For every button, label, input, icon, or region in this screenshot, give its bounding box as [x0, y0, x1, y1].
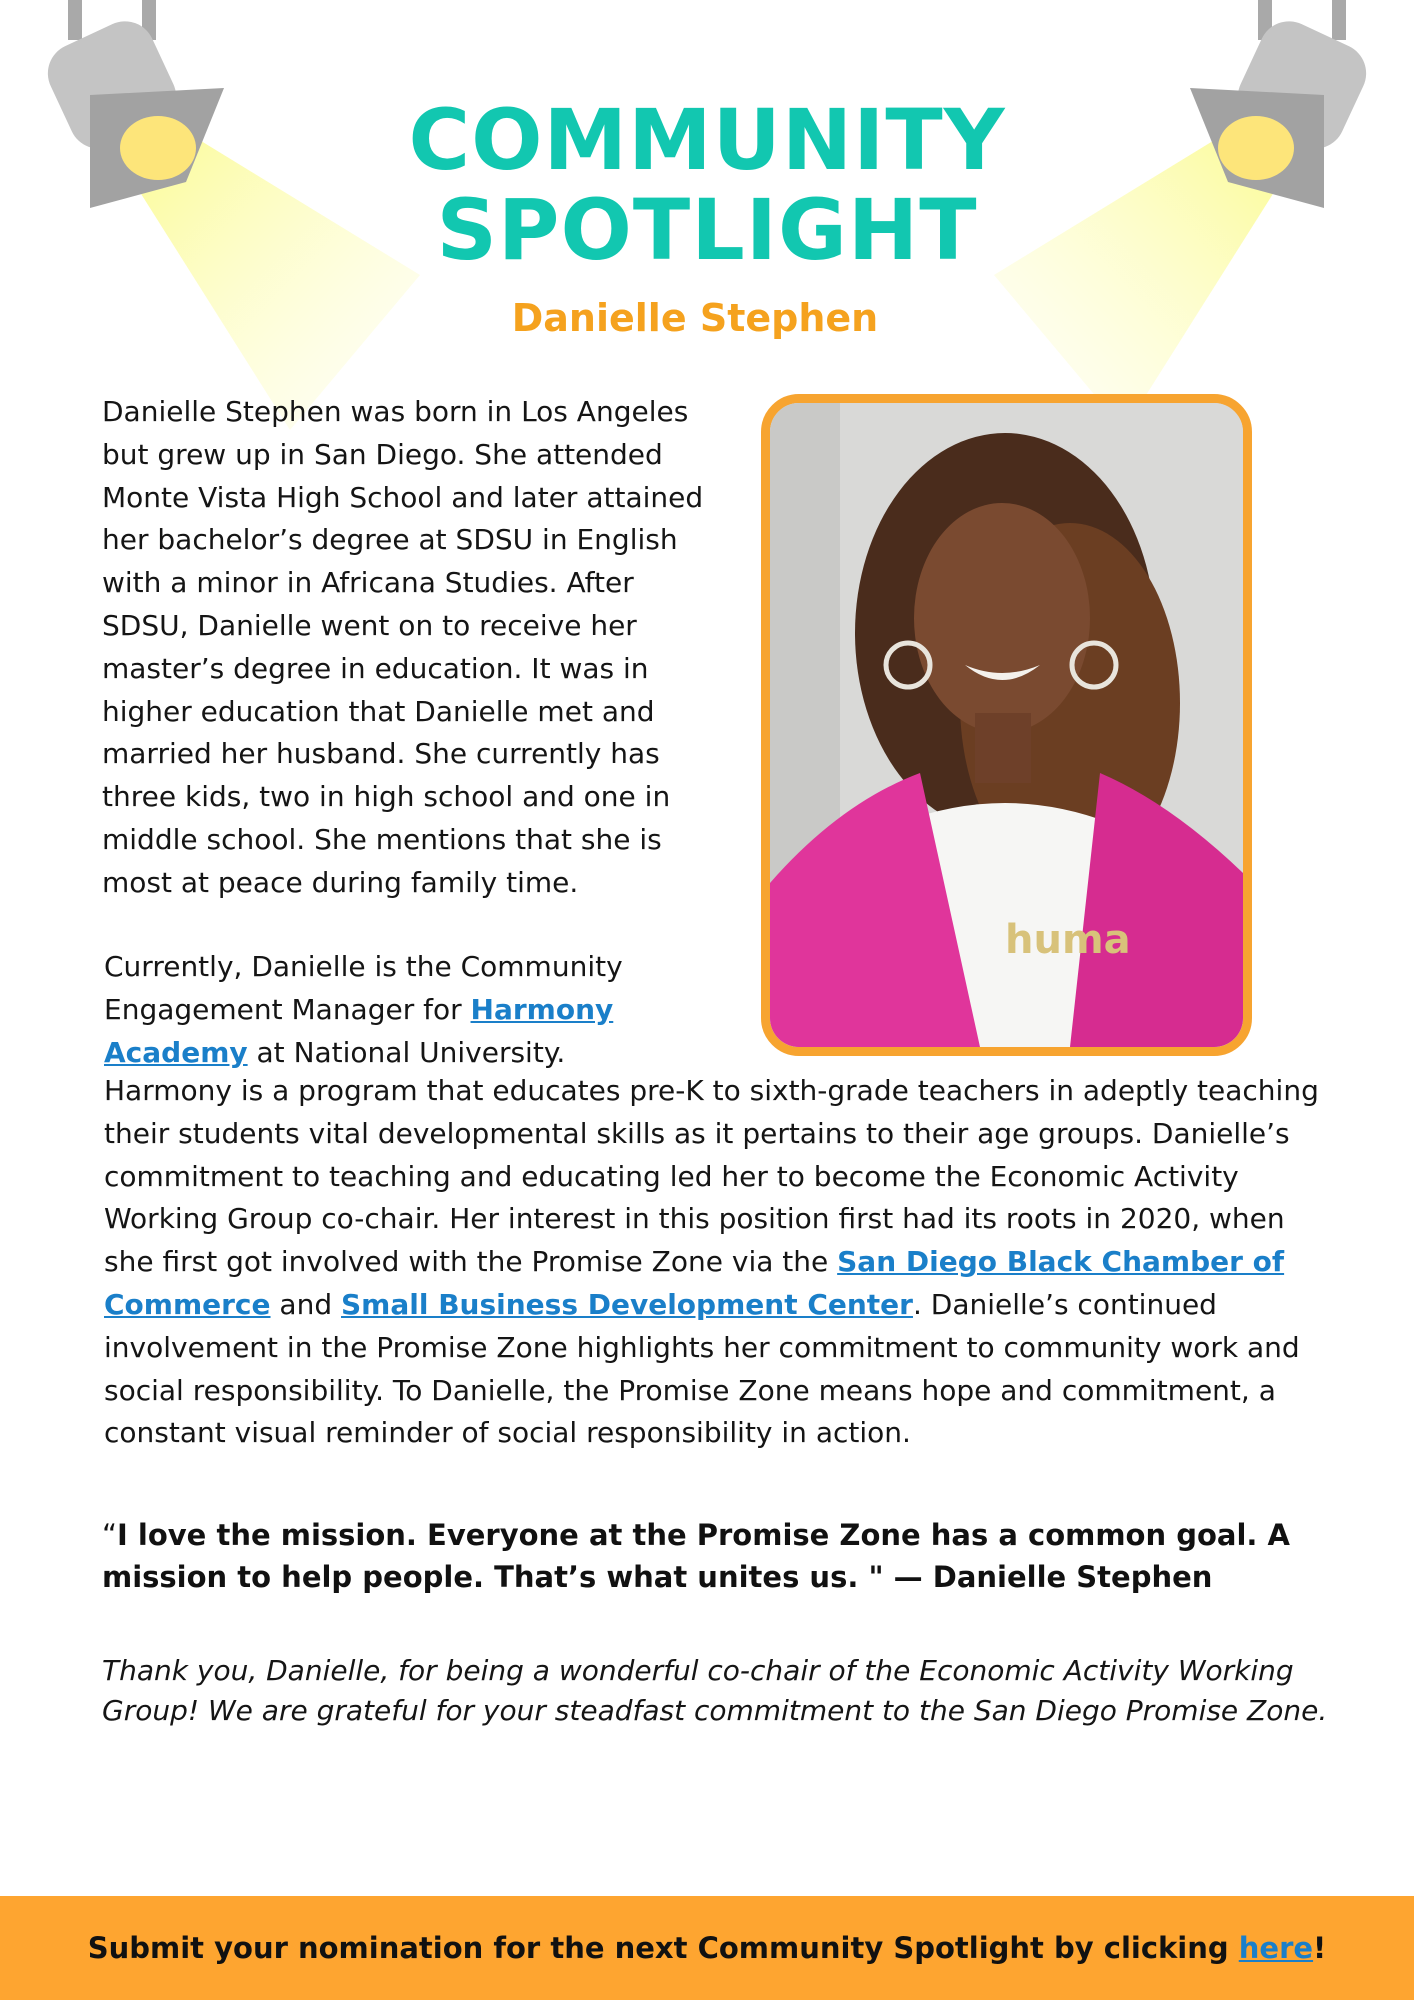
- black-chamber-link[interactable]: San Diego Black Chamber of Commerce: [104, 1245, 1285, 1321]
- footer-end: !: [1313, 1931, 1327, 1965]
- footer-text: [88, 1931, 1327, 1965]
- harmony-academy-link[interactable]: Harmony Academy: [104, 992, 614, 1069]
- thank-you-note: Thank you, Danielle, for being a wonderful co-chair of the Economic Activity Working Group! We are grateful for your steadfast commitment to the San Diego Promise Zone.: [102, 1654, 1328, 1727]
- quote-mark: “: [102, 1518, 118, 1552]
- intro-paragraph: Danielle Stephen was born in Los Angeles but grew up in San Diego. She attended Monte Vista High School and later attained her bachelor’s degree at SDSU in English with a minor in Africana Studies. After SDSU, Danielle went on to receive her master’s degree in education. It was in higher education that Danielle met and married her husband. She currently has three kids, two in high school and one in middle school. She mentions that she is most at peace during family time.: [102, 395, 704, 899]
- footer-banner: [0, 1896, 1414, 2000]
- quote-text: I love the mission. Everyone at the Promise Zone has a common goal. A mission to help people. That’s what unites us. " — Danielle Stephen: [102, 1518, 1290, 1594]
- details-paragraph: [104, 1070, 1334, 1455]
- role-text-before: Currently, Danielle is the Community Engagement Manager for: [104, 950, 623, 1026]
- role-text-after: at National University.: [247, 1035, 566, 1069]
- details-text-3: . Danielle’s continued involvement in the Promise Zone highlights her commitment to community work and social responsibility. To Danielle, the Promise Zone means hope and commitment, a constant visual reminder of social responsibility in action.: [104, 1287, 1300, 1450]
- spotlight-name: Danielle Stephen: [511, 296, 879, 340]
- page-title-line-2: SPOTLIGHT: [436, 181, 978, 279]
- pull-quote: [102, 1514, 1342, 1598]
- footer-message: Submit your nomination for the next Community Spotlight by clicking: [87, 1931, 1239, 1965]
- page-title-line-1: COMMUNITY: [408, 91, 1006, 189]
- details-text-2: and: [270, 1287, 342, 1321]
- shirt-text: huma: [1005, 917, 1131, 963]
- role-paragraph: [104, 946, 684, 1074]
- nomination-link[interactable]: here: [1238, 1931, 1314, 1965]
- sbdc-link[interactable]: Small Business Development Center: [341, 1287, 913, 1321]
- portrait-photo: [761, 394, 1252, 1056]
- details-text-1: Harmony is a program that educates pre-K to sixth-grade teachers in adeptly teaching their students vital developmental skills as it pertains to their age groups. Danielle’s commitment to teaching and educating led her to become the Economic Activity Working Group co-chair. Her interest in this position first had its roots in 2020, when she first got involved with the Promise Zone via the: [104, 1074, 1319, 1279]
